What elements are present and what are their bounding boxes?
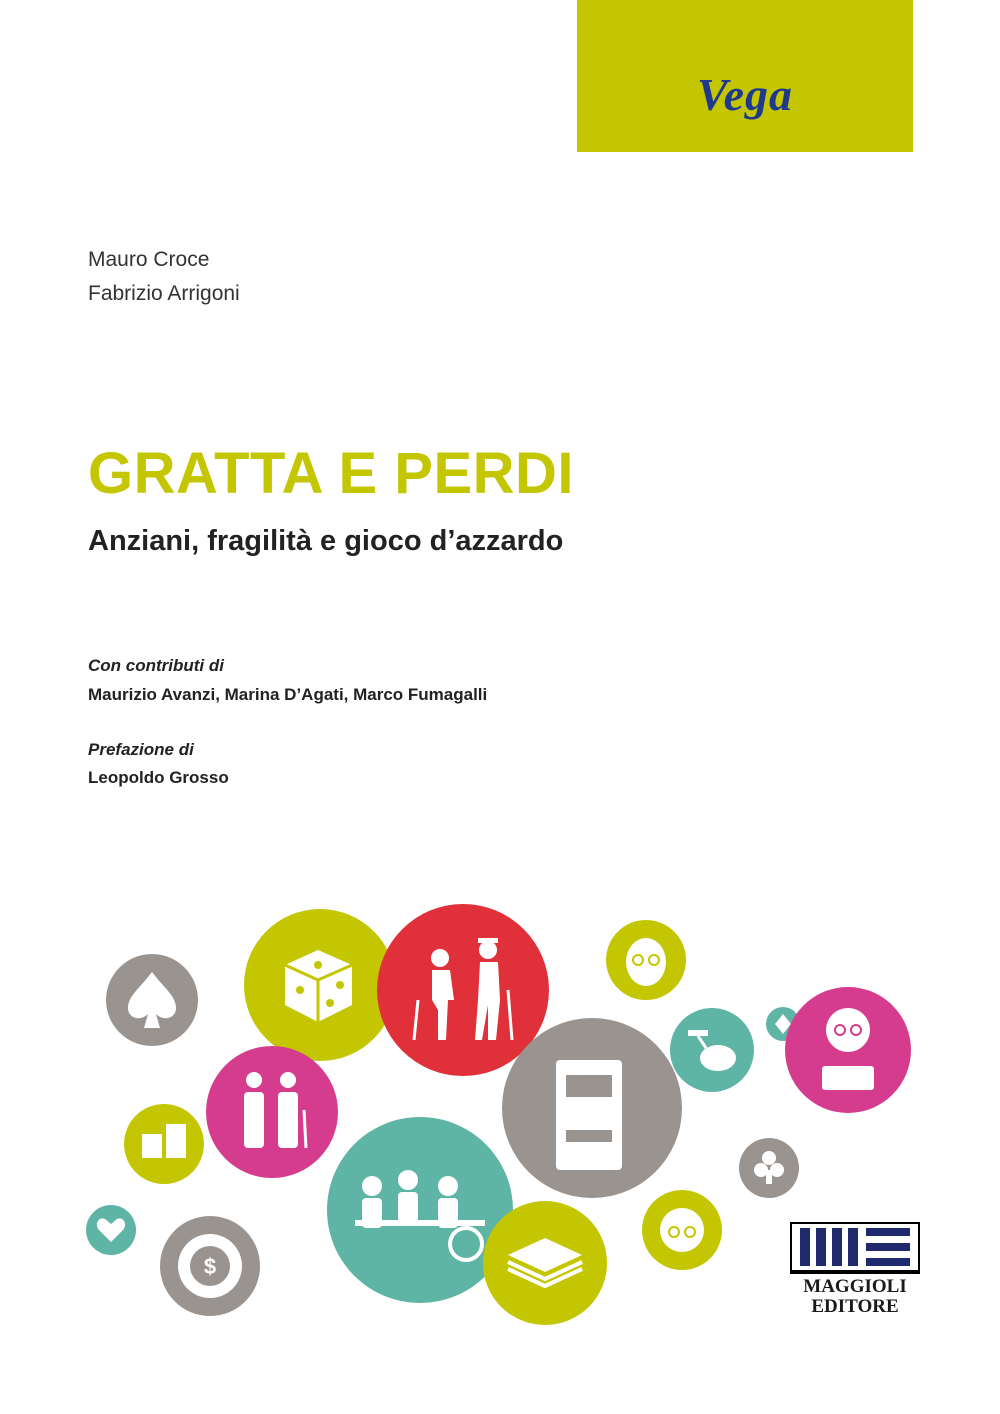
old-man-face-icon [606, 920, 686, 1000]
contributions-label: Con contributi di [88, 656, 224, 675]
svg-text:$: $ [203, 1254, 217, 1279]
publisher-line-2: EDITORE [811, 1296, 899, 1317]
dice-icon [244, 909, 396, 1061]
contributions-names: Maurizio Avanzi, Marina D’Agati, Marco Fumagalli [88, 685, 488, 704]
slot-machine-icon [502, 1018, 682, 1198]
old-man-with-cards-icon [785, 987, 911, 1113]
publisher-name [790, 1277, 920, 1317]
book-subtitle: Anziani, fragilità e gioco d’azzardo [88, 525, 564, 557]
hammer-piggy-bank-icon [670, 1008, 754, 1092]
couple-with-cane-icon [206, 1046, 338, 1178]
money-stack-icon [483, 1201, 607, 1325]
preface-name: Leopoldo Grosso [88, 768, 229, 787]
circle-illustration [0, 880, 1000, 1414]
publisher-line-1: MAGGIOLI [803, 1276, 907, 1297]
author-2: Fabrizio Arrigoni [88, 282, 240, 305]
heart-icon [86, 1205, 136, 1255]
preface-label: Prefazione di [88, 740, 194, 759]
old-woman-face-icon [642, 1190, 722, 1270]
series-name: Vega [697, 69, 793, 120]
coins-stack-icon [124, 1104, 204, 1184]
club-icon [739, 1138, 799, 1198]
authors [88, 243, 240, 311]
author-1: Mauro Croce [88, 248, 210, 271]
series-banner [577, 0, 913, 152]
spade-icon [106, 954, 198, 1046]
casino-chip-icon [160, 1216, 260, 1316]
book-title: GRATTA E PERDI [88, 441, 575, 506]
